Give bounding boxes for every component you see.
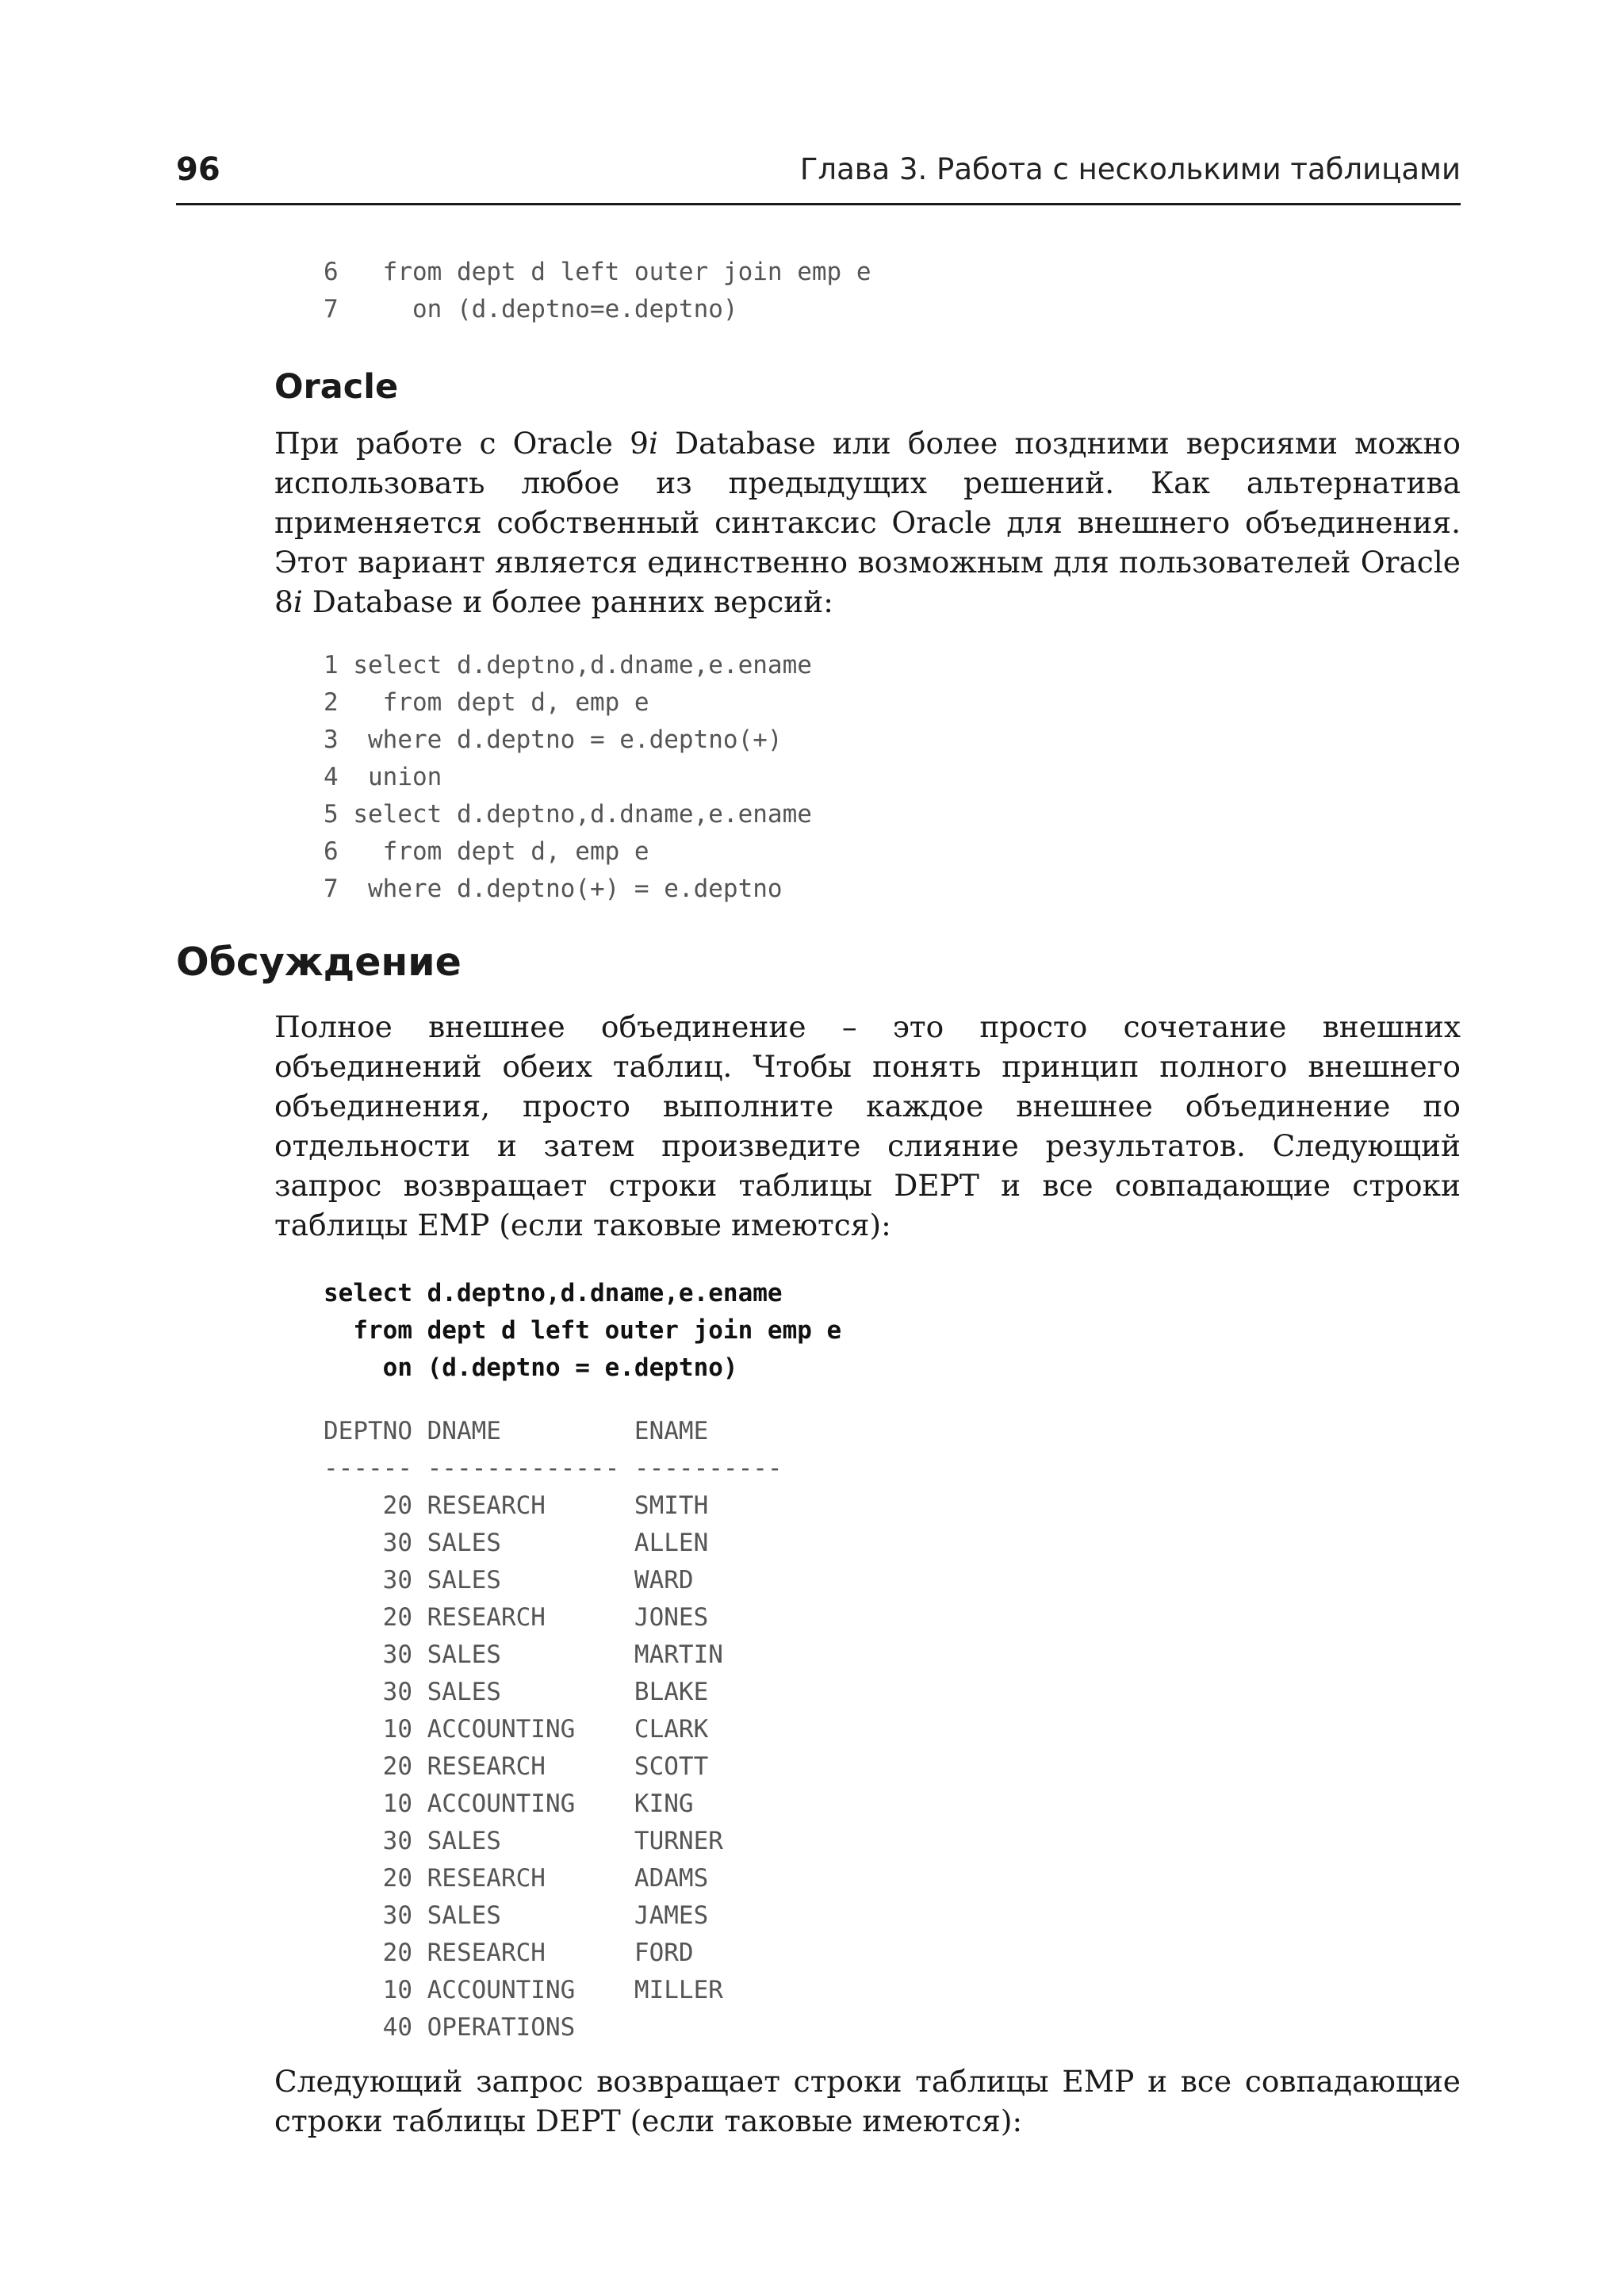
table-row: 20 RESEARCH FORD [324,1939,694,1967]
code-line: 1 select d.deptno,d.dname,e.ename [324,651,812,679]
table-row: 10 ACCOUNTING CLARK [324,1715,709,1744]
table-row: 20 RESEARCH JONES [324,1603,709,1632]
table-row: 10 ACCOUNTING KING [324,1790,694,1818]
table-row: 20 RESEARCH SCOTT [324,1752,709,1781]
code-block-top [324,254,871,328]
running-head: Глава 3. Работа с несколькими таблицами [799,152,1461,186]
code-line: 2 from dept d, emp e [324,688,649,717]
paragraph-oracle: При работе с Oracle 9i Database или более поздними версиями можно использовать любое из предыдущих решений. Как альтернатива применяется собственный синтаксис Oracle для внешнего объединения. Этот вариант является единственно возможным для пользователей Oracle 8i Database и более ранних версий: [274,426,1461,619]
code-block-oracle [324,647,812,908]
result-table [324,1413,783,2046]
code-line: 7 where d.deptno(+) = e.deptno [324,875,783,903]
page-number: 96 [176,151,220,188]
table-row: 30 SALES WARD [324,1566,694,1594]
section-heading-oracle: Oracle [274,367,399,407]
table-row: 30 SALES BLAKE [324,1678,709,1706]
table-row: 40 OPERATIONS [324,2013,576,2042]
code-line: 3 where d.deptno = e.deptno(+) [324,725,783,754]
code-line: 4 union [324,763,442,791]
paragraph-discussion-1: Полное внешнее объединение – это просто сочетание внешних объединений обеих таблиц. Чтобы понять принцип полного внешнего объединения, просто выполните каждое внешнее объединение по отдельности и затем произведите слияние результатов. Следующий запрос возвращает строки таблицы DEPT и все совпадающие строки таблицы EMP (если таковые имеются): [274,1009,1461,1242]
paragraph-discussion-2: Следующий запрос возвращает строки таблицы EMP и все совпадающие строки таблицы DEPT (если таковые имеются): [274,2064,1461,2138]
page-header [176,147,1461,205]
code-line: 6 from dept d left outer join emp e [324,258,871,286]
table-row: 20 RESEARCH ADAMS [324,1864,709,1893]
code-line: 7 on (d.deptno=e.deptno) [324,295,738,323]
code-line: on (d.deptno = e.deptno) [324,1353,738,1382]
section-heading-discussion: Обсуждение [176,940,462,985]
table-row: 20 RESEARCH SMITH [324,1491,709,1520]
table-row: 30 SALES MARTIN [324,1640,723,1669]
table-row: 10 ACCOUNTING MILLER [324,1976,723,2004]
table-row: 30 SALES TURNER [324,1827,723,1855]
code-line: 5 select d.deptno,d.dname,e.ename [324,800,812,829]
code-line: select d.deptno,d.dname,e.ename [324,1279,783,1307]
result-table-header: DEPTNO DNAME ENAME [324,1417,709,1445]
table-row: 30 SALES ALLEN [324,1529,709,1557]
code-block-query [324,1275,841,1387]
table-row: 30 SALES JAMES [324,1901,709,1930]
code-line: 6 from dept d, emp e [324,837,649,866]
result-table-separator: ------ ------------- ---------- [324,1454,783,1483]
code-line: from dept d left outer join emp e [324,1316,842,1345]
